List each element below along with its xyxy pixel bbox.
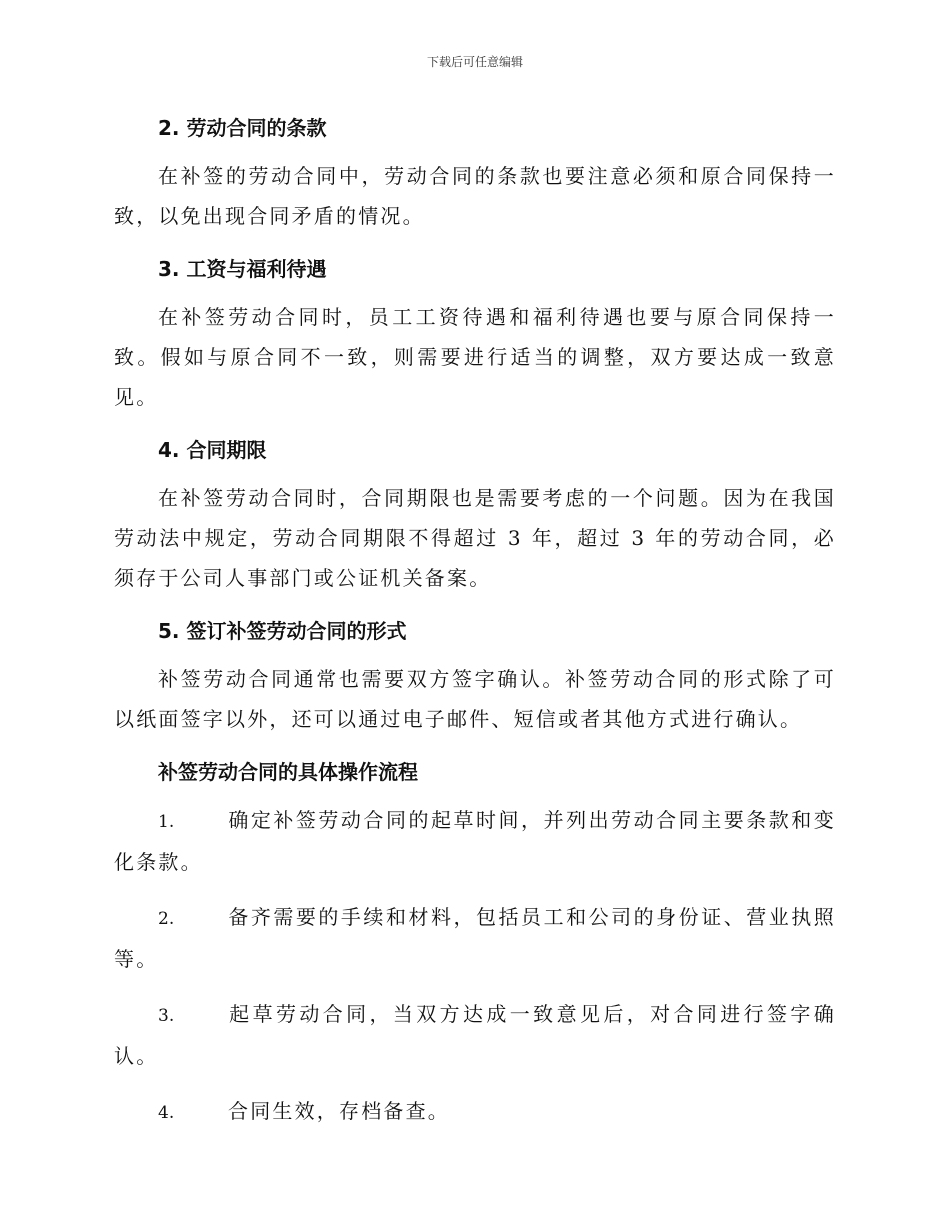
procedure-step: [114, 994, 836, 1076]
document-body: [114, 110, 836, 1133]
procedure-step: [114, 800, 836, 882]
step-number: 1.: [158, 812, 175, 832]
section-heading-contract-terms: 2. 劳动合同的条款: [158, 116, 327, 140]
section-paragraph-salary-benefits: 在补签劳动合同时，员工工资待遇和福利待遇也要与原合同保持一致。假如与原合同不一致，则需要进行适当的调整，双方要达成一致意见。: [114, 305, 836, 409]
step-text: 备齐需要的手续和材料，包括员工和公司的身份证、营业执照等。: [114, 905, 836, 971]
step-text: 确定补签劳动合同的起草时间，并列出劳动合同主要条款和变化条款。: [114, 808, 836, 874]
section-heading-signing-form: 5. 签订补签劳动合同的形式: [158, 619, 407, 643]
procedure-step: [114, 1091, 836, 1133]
procedure-step: [114, 897, 836, 979]
section-paragraph-contract-terms: 在补签的劳动合同中，劳动合同的条款也要注意必须和原合同保持一致，以免出现合同矛盾的情况。: [114, 164, 836, 228]
section-heading-salary-benefits: 3. 工资与福利待遇: [158, 257, 327, 281]
section-paragraph-contract-term: 在补签劳动合同时，合同期限也是需要考虑的一个问题。因为在我国劳动法中规定，劳动合同期限不得超过 3 年，超过 3 年的劳动合同，必须存于公司人事部门或公证机关备案。: [114, 486, 836, 590]
page-header: 下载后可任意编辑: [426, 55, 523, 69]
section-paragraph-signing-form: 补签劳动合同通常也需要双方签字确认。补签劳动合同的形式除了可以纸面签字以外，还可以通过电子邮件、短信或者其他方式进行确认。: [114, 667, 836, 731]
step-text: 起草劳动合同，当双方达成一致意见后，对合同进行签字确认。: [114, 1002, 836, 1068]
procedure-heading: 补签劳动合同的具体操作流程: [158, 760, 418, 784]
step-number: 3.: [158, 1006, 175, 1026]
step-number: 4.: [158, 1103, 175, 1123]
step-number: 2.: [158, 909, 175, 929]
step-text: 合同生效，存档备查。: [228, 1099, 450, 1123]
section-heading-contract-term: 4. 合同期限: [158, 438, 267, 462]
